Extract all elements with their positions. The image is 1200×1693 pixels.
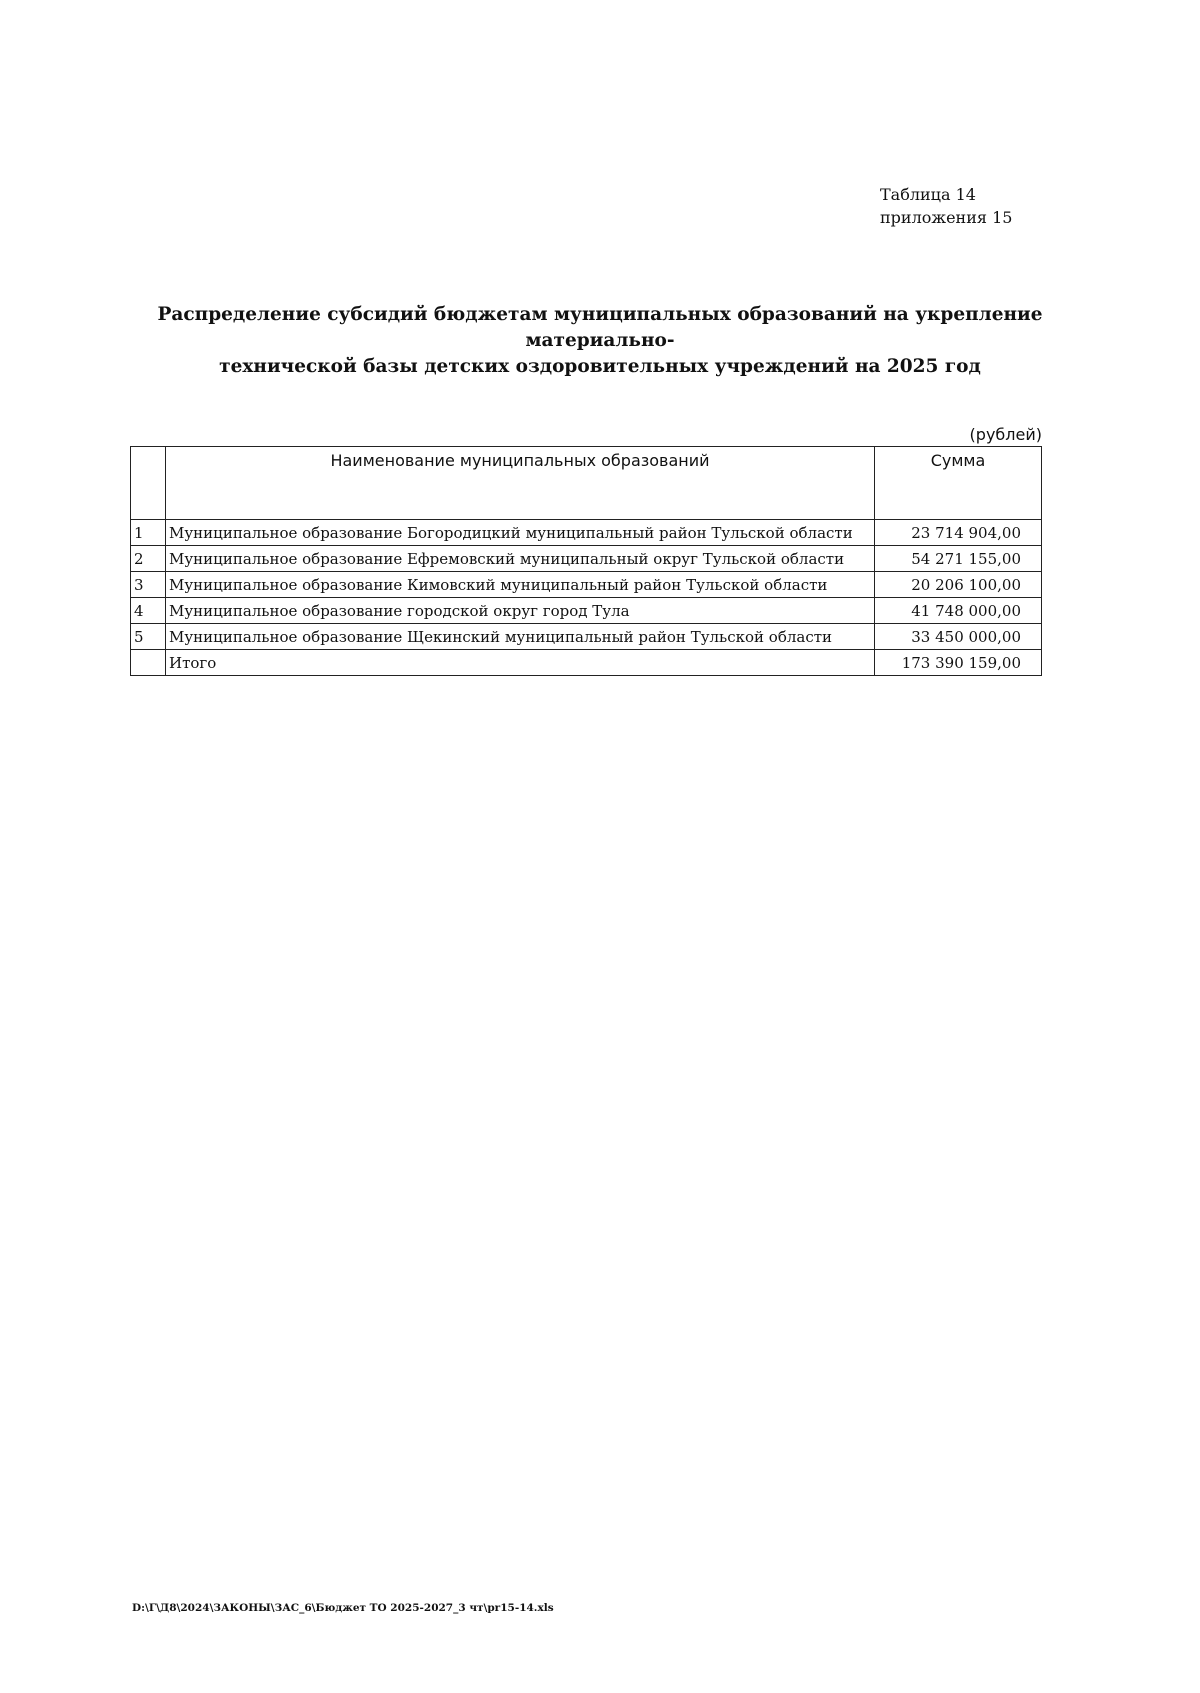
row-number: 5 xyxy=(131,624,166,650)
table-row xyxy=(131,546,1042,572)
table-number-label: Таблица 14 xyxy=(880,185,976,204)
subsidy-amount: 23 714 904,00 xyxy=(875,520,1042,546)
header-name-cell: Наименование муниципальных образований xyxy=(166,447,875,520)
header-sum-cell: Сумма xyxy=(875,447,1042,520)
total-amount: 173 390 159,00 xyxy=(875,650,1042,676)
header-num-cell xyxy=(131,447,166,520)
municipality-name: Муниципальное образование Кимовский муниципальный район Тульской области xyxy=(166,572,875,598)
document-title xyxy=(120,302,1080,380)
table-row xyxy=(131,520,1042,546)
row-number: 3 xyxy=(131,572,166,598)
units-label: (рублей) xyxy=(969,425,1042,444)
subsidy-amount: 33 450 000,00 xyxy=(875,624,1042,650)
file-path-footer: D:\Г\Д8\2024\ЗАКОНЫ\ЗАС_6\Бюджет ТО 2025-2027_3 чт\pr15-14.xls xyxy=(132,1602,554,1614)
table-row xyxy=(131,624,1042,650)
table-reference xyxy=(880,183,1012,229)
subsidy-amount: 54 271 155,00 xyxy=(875,546,1042,572)
title-line-2: технической базы детских оздоровительных учреждений на 2025 год xyxy=(219,356,981,377)
subsidies-table xyxy=(130,446,1042,676)
table-header-row xyxy=(131,447,1042,520)
row-number: 4 xyxy=(131,598,166,624)
total-num-cell xyxy=(131,650,166,676)
municipality-name: Муниципальное образование Щекинский муниципальный район Тульской области xyxy=(166,624,875,650)
row-number: 2 xyxy=(131,546,166,572)
subsidy-amount: 41 748 000,00 xyxy=(875,598,1042,624)
row-number: 1 xyxy=(131,520,166,546)
total-label: Итого xyxy=(166,650,875,676)
appendix-label: приложения 15 xyxy=(880,208,1013,227)
total-row xyxy=(131,650,1042,676)
table-row xyxy=(131,572,1042,598)
municipality-name: Муниципальное образование городской округ город Тула xyxy=(166,598,875,624)
title-line-1: Распределение субсидий бюджетам муниципальных образований на укрепление материально- xyxy=(157,304,1043,351)
municipality-name: Муниципальное образование Ефремовский муниципальный округ Тульской области xyxy=(166,546,875,572)
municipality-name: Муниципальное образование Богородицкий муниципальный район Тульской области xyxy=(166,520,875,546)
table-row xyxy=(131,598,1042,624)
subsidy-amount: 20 206 100,00 xyxy=(875,572,1042,598)
